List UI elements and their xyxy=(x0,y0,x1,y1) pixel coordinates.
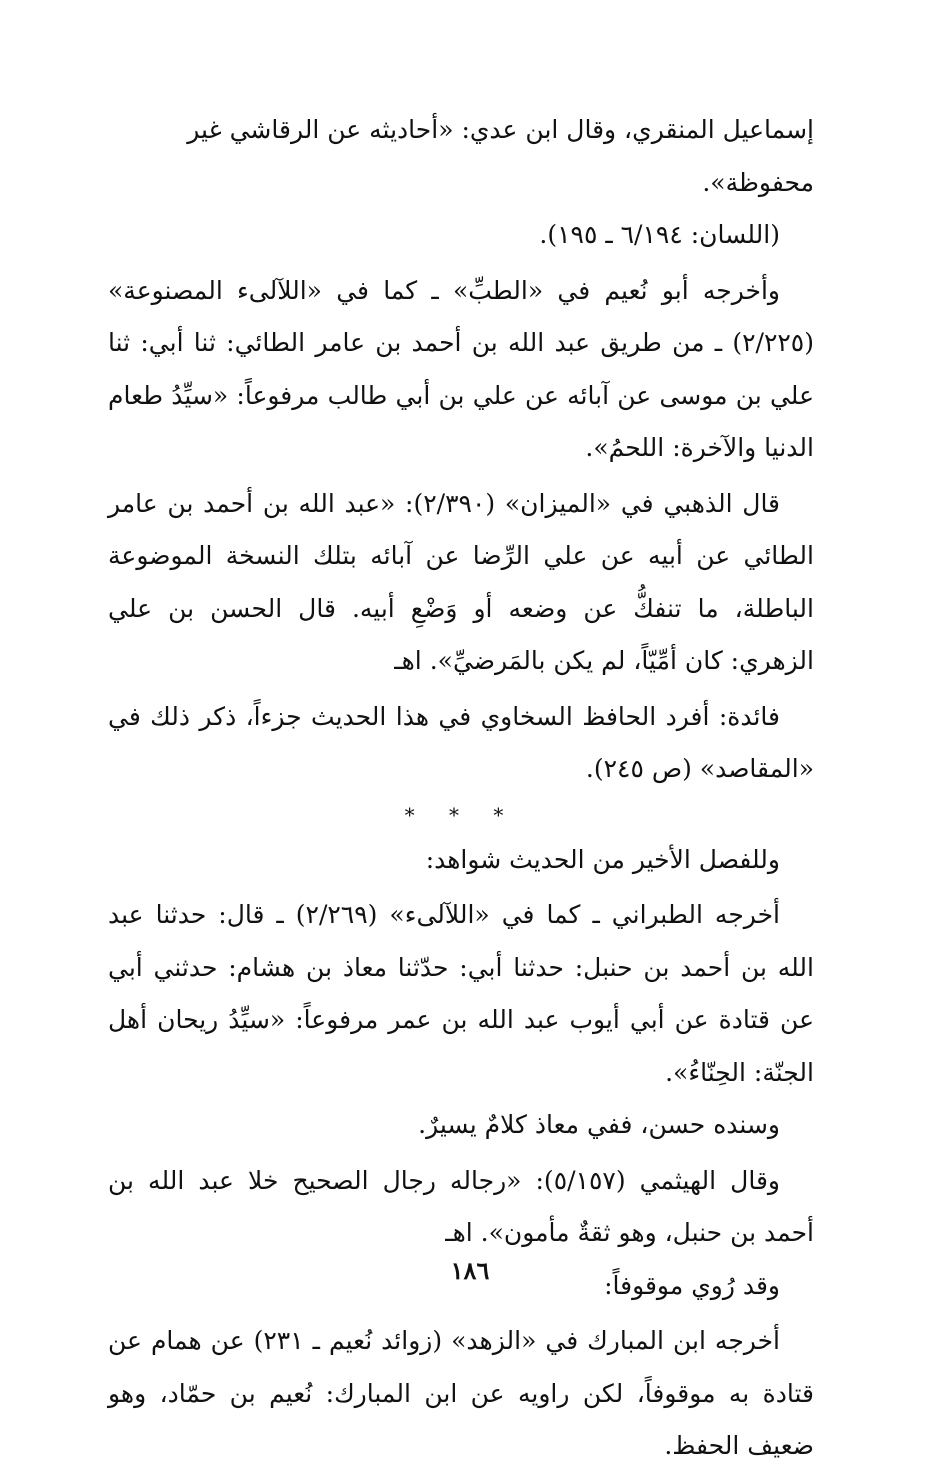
paragraph: وأخرجه أبو نُعيم في «الطبِّ» ـ كما في «اللآلىء المصنوعة» (٢/٢٢٥) ـ من طريق عبد الله بن أحمد بن عامر الطائي: ثنا أبي: ثنا علي بن موسى عن آبائه عن علي بن أبي طالب مرفوعاً: «سيِّدُ طعام الدنيا والآخرة: اللحمُ». xyxy=(108,275,814,462)
page-number: ١٨٦ xyxy=(450,1256,490,1285)
section-separator: * * * xyxy=(404,802,518,827)
paragraph: أخرجه ابن المبارك في «الزهد» (زوائد نُعيم ـ ٢٣١) عن همام عن قتادة به موقوفاً، لكن راويه عن ابن المبارك: نُعيم بن حمّاد، وهو ضعيف الحفظ. xyxy=(108,1326,814,1460)
paragraph: وسنده حسن، ففي معاذ كلامٌ يسيرٌ. xyxy=(418,1110,780,1139)
paragraph: (اللسان: ٦/١٩٤ ـ ١٩٥). xyxy=(539,220,780,249)
paragraph: فائدة: أفرد الحافظ السخاوي في هذا الحديث جزءاً، ذكر ذلك في «المقاصد» (ص ٢٤٥). xyxy=(108,701,814,783)
paragraph: وقد رُوي موقوفاً: xyxy=(604,1270,780,1300)
paragraph: إسماعيل المنقري، وقال ابن عدي: «أحاديثه عن الرقاشي غير محفوظة». xyxy=(187,115,814,197)
paragraph: وللفصل الأخير من الحديث شواهد: xyxy=(425,844,780,874)
paragraph: قال الذهبي في «الميزان» (٢/٣٩٠): «عبد الله بن أحمد بن عامر الطائي عن أبيه عن علي الرِّضا عن آبائه بتلك النسخة الموضوعة الباطلة، ما تنفكُّ عن وضعه أو وَضْعِ أبيه. قال الحسن بن علي الزهري: كان أمِّيّاً، لم يكن بالمَرضيِّ». اهـ xyxy=(108,488,814,675)
paragraph: أخرجه الطبراني ـ كما في «اللآلىء» (٢/٢٦٩) ـ قال: حدثنا عبد الله بن أحمد بن حنبل: حدثنا أبي: حدّثنا معاذ بن هشام: حدثني أبي عن قتادة عن أبي أيوب عبد الله بن عمر مرفوعاً: «سيِّدُ ريحان أهل الجنّة: الحِنّاءُ». xyxy=(108,900,814,1087)
paragraph: وقال الهيثمي (٥/١٥٧): «رجاله رجال الصحيح خلا عبد الله بن أحمد بن حنبل، وهو ثقةٌ مأمون». اهـ xyxy=(108,1165,814,1247)
